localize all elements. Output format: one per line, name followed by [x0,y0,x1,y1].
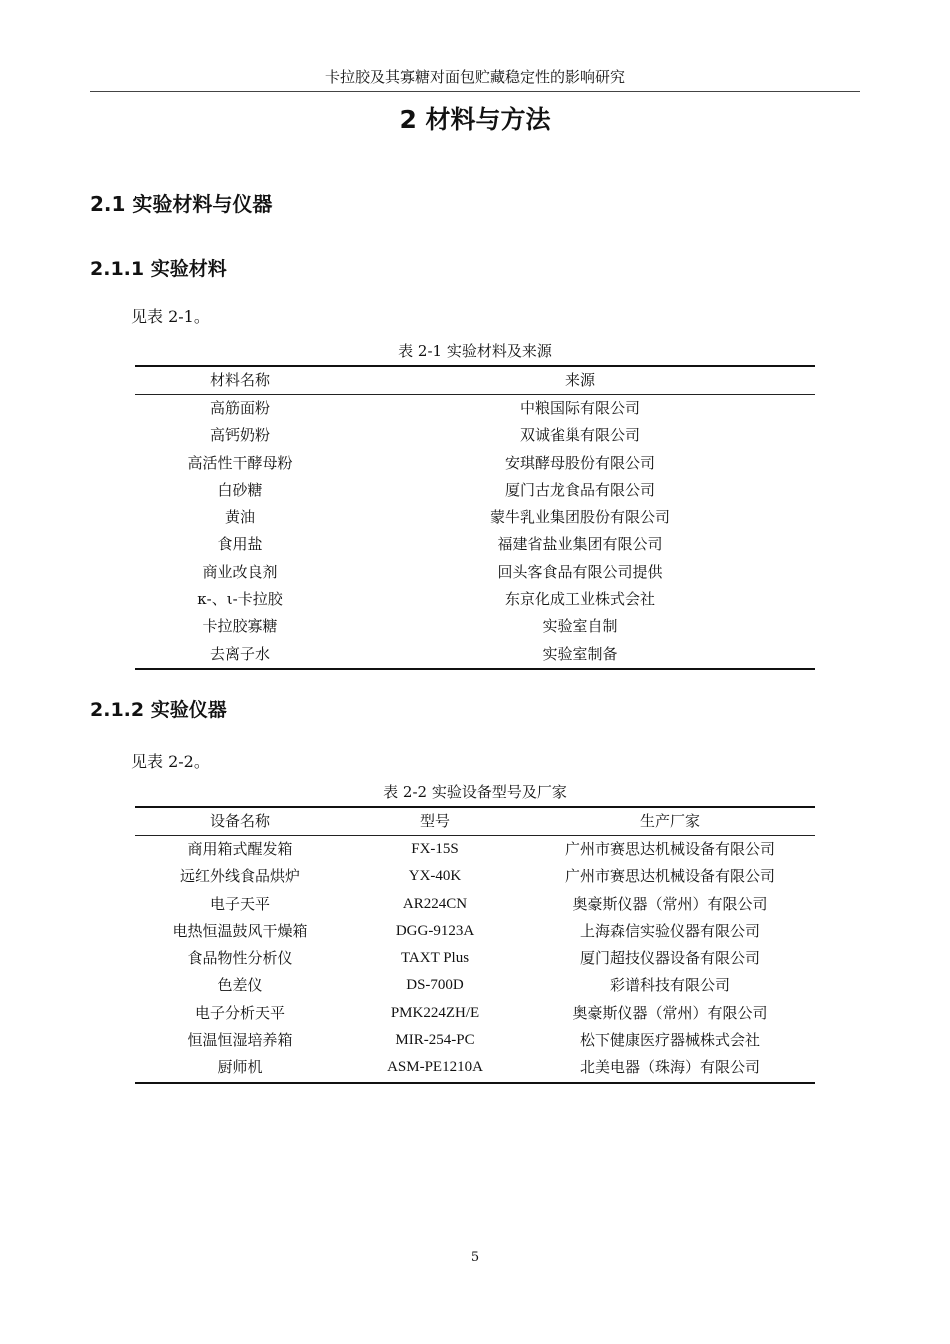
material-source: 东京化成工业株式会社 [504,590,655,609]
instrument-model: FX-15S [411,841,459,857]
table-row [135,891,815,918]
instrument-name: 厨师机 [135,1054,345,1082]
material-source: 蒙牛乳业集团股份有限公司 [489,508,670,527]
section-heading-2-1-2: 2.1.2 实验仪器 [90,699,227,721]
instrument-manufacturer: 奥豪斯仪器（常州）有限公司 [572,1003,768,1022]
instrument-model: TAXT Plus [400,950,470,967]
table-caption-2-2: 表 2-2 实验设备型号及厂家 [383,783,567,801]
instrument-manufacturer: 上海森信实验仪器有限公司 [579,921,760,940]
material-name: 高活性干酵母粉 [187,453,293,472]
table-row [135,613,815,640]
instrument-model: DS-700D [406,977,464,994]
table-header-row [135,807,815,836]
intro-paragraph-table-2-2: 见表 2-2。 [131,752,210,771]
table-row [135,1054,815,1082]
instrument-model: DGG-9123A [395,922,475,939]
instrument-model: ASM-PE1210A [345,1054,525,1082]
table-row [135,863,815,890]
instrument-name: 电子分析天平 [194,1003,285,1022]
chapter-title: 2 材料与方法 [399,105,551,134]
material-source: 厦门古龙食品有限公司 [504,480,655,499]
material-name: 高筋面粉 [209,399,270,417]
material-name: 商业改良剂 [202,562,278,581]
materials-table [135,365,815,670]
material-source: 回头客食品有限公司提供 [497,562,663,581]
column-header: 生产厂家 [525,807,815,836]
instrument-name: 食品物性分析仪 [187,949,293,968]
instrument-name: 商用箱式醒发箱 [187,840,293,858]
instrument-manufacturer: 松下健康医疗器械株式会社 [579,1031,760,1050]
page-number: 5 [470,1250,480,1265]
table-row [135,972,815,999]
instrument-model: AR224CN [402,895,468,912]
table-row [135,504,815,531]
instrument-manufacturer: 奥豪斯仪器（常州）有限公司 [572,894,768,913]
instrument-name: 电热恒温鼓风干燥箱 [172,921,308,940]
instrument-model: PMK224ZH/E [390,1004,480,1021]
instrument-name: 色差仪 [217,976,263,995]
instrument-manufacturer: 广州市赛思达机械设备有限公司 [564,867,775,886]
material-name: 卡拉胶寡糖 [202,617,278,636]
table-row [135,422,815,449]
table-row [135,559,815,586]
material-name: 食用盐 [217,535,263,554]
running-header: 卡拉胶及其寡糖对面包贮藏稳定性的影响研究 [90,66,860,92]
material-source: 福建省盐业集团有限公司 [497,535,663,554]
instrument-name: 电子天平 [209,894,270,913]
material-name: 黄油 [224,508,255,527]
instruments-table [135,806,815,1084]
intro-paragraph-table-2-1: 见表 2-1。 [131,307,210,326]
table-row [135,477,815,504]
material-source: 实验室制备 [345,641,815,669]
section-heading-2-1: 2.1 实验材料与仪器 [90,192,273,216]
column-header: 来源 [345,366,815,395]
table-caption-2-1: 表 2-1 实验材料及来源 [398,342,552,360]
instrument-manufacturer: 广州市赛思达机械设备有限公司 [564,840,775,858]
instrument-name: 恒温恒湿培养箱 [187,1031,293,1050]
table-row [135,918,815,945]
material-name: κ-、ι-卡拉胶 [197,590,283,609]
instrument-manufacturer: 厦门超技仪器设备有限公司 [579,949,760,968]
column-header: 设备名称 [135,807,345,836]
material-name: 去离子水 [135,641,345,669]
column-header: 型号 [345,807,525,836]
instrument-model: MIR-254-PC [395,1032,475,1049]
section-heading-2-1-1: 2.1.1 实验材料 [90,258,227,280]
column-header: 材料名称 [135,366,345,395]
material-source: 安琪酵母股份有限公司 [504,453,655,472]
table-row [135,1000,815,1027]
table-row [135,641,815,669]
table-row [135,450,815,477]
table-row [135,531,815,558]
material-source: 双诚雀巢有限公司 [519,426,640,445]
table-row [135,1027,815,1054]
material-name: 白砂糖 [217,480,263,499]
instrument-model: YX-40K [408,868,462,885]
table-row [135,586,815,613]
instrument-manufacturer: 北美电器（珠海）有限公司 [525,1054,815,1082]
table-row [135,945,815,972]
material-source: 中粮国际有限公司 [519,399,640,417]
table-header-row [135,366,815,395]
material-source: 实验室自制 [542,617,618,636]
material-name: 高钙奶粉 [209,426,270,445]
table-row [135,836,815,864]
instrument-manufacturer: 彩谱科技有限公司 [609,976,730,995]
instrument-name: 远红外线食品烘炉 [179,867,300,886]
table-row [135,395,815,423]
